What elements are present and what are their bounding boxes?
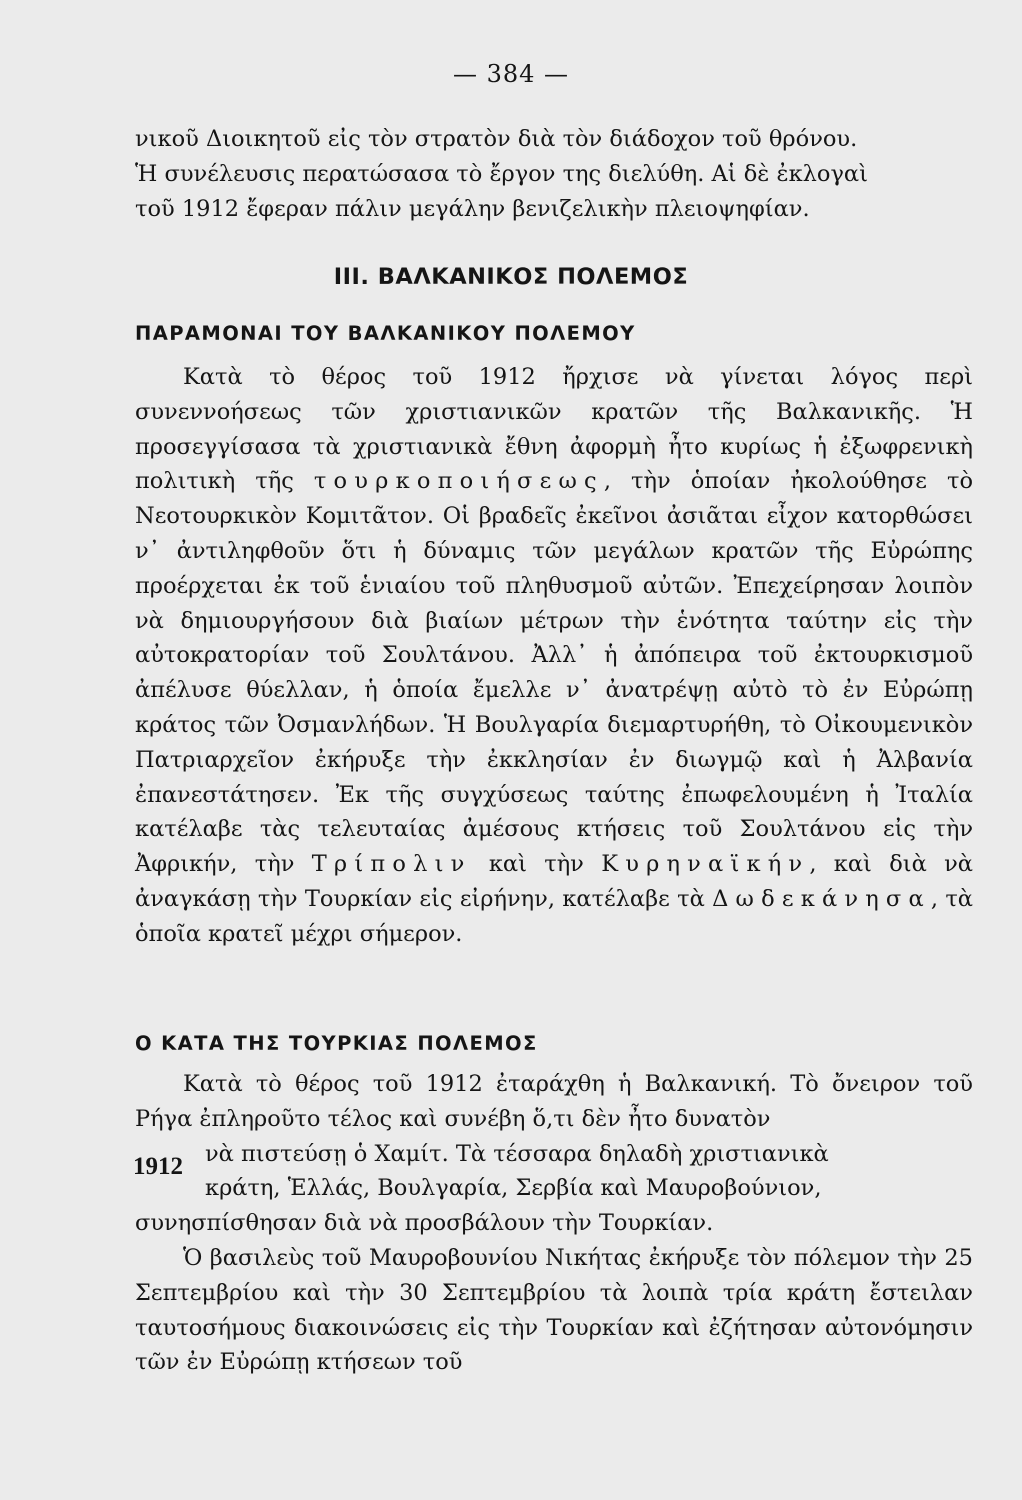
section-1-heading: ΠΑΡΑΜΟΝΑΙ ΤΟΥ ΒΑΛΚΑΝΙΚΟΥ ΠΟΛΕΜΟΥ: [135, 322, 636, 345]
text-run: , καὶ διὰ νὰ ἀναγκάσῃ τὴν Τουρκίαν εἰς εἰρήνην, κατέλαβε τὰ: [135, 851, 973, 912]
spaced-term: Κυρηναϊκήν: [601, 851, 810, 878]
section-2-inset-line-2: κράτη, Ἑλλάς, Βουλγαρία, Σερβία καὶ Μαυροβούνιον,: [205, 1175, 822, 1202]
intro-paragraph: [135, 122, 973, 226]
text-run: , τὴν ὁποίαν ἠκολούθησε τὸ Νεοτουρκικὸν Κομιτᾶτον. Οἱ βραδεῖς ἐκεῖνοι ἀσιᾶται εἶχον κατορθώσει ν᾽ ἀντιληφθοῦν ὅτι ἡ δύναμις τῶν μεγάλων κρατῶν τῆς Εὐρώπης προέρχεται ἐκ τοῦ ἑνιαίου τοῦ πληθυσμοῦ αὐτῶν. Ἐπεχείρησαν λοιπὸν νὰ δημιουργήσουν διὰ βιαίων μέτρων τὴν ἑνότητα ταύτην εἰς τὴν αὐτοκρατορίαν τοῦ Σουλτάνου. Ἀλλ᾽ ἡ ἀπόπειρα τοῦ ἐκτουρκισμοῦ ἀπέλυσε θύελλαν, ἡ ὁποία ἔμελλε ν᾽ ἀνατρέψῃ αὐτὸ τὸ ἐν Εὐρώπῃ κράτος τῶν Ὀσμανλήδων. Ἡ Βουλγαρία διεμαρτυρήθη, τὸ Οἰκουμενικὸν Πατριαρχεῖον ἐκήρυξε τὴν ἐκκλησίαν ἐν διωγμῷ καὶ ἡ Ἀλβανία ἐπανεστάτησεν. Ἐκ τῆς συγχύσεως ταύτης ἐπωφελουμένη ἡ Ἰταλία κατέλαβε τὰς τελευταίας ἀμέσους κτήσεις τοῦ Σουλτάνου εἰς τὴν Ἀφρικήν, τὴν: [135, 468, 973, 878]
section-2-paragraph-1-end: συνησπίσθησαν διὰ νὰ προσβάλουν τὴν Τουρκίαν.: [135, 1210, 714, 1237]
page-number: — 384 —: [452, 60, 570, 88]
section-2-paragraph-1-top: Κατὰ τὸ θέρος τοῦ 1912 ἐταράχθη ἡ Βαλκανική. Τὸ ὄνειρον τοῦ Ρήγα ἐπληροῦτο τέλος καὶ συνέβη ὅ,τι δὲν ἦτο δυνατὸν: [135, 1071, 973, 1132]
chapter-heading: III. ΒΑΛΚΑΝΙΚΟΣ ΠΟΛΕΜΟΣ: [333, 264, 689, 290]
text-run: , τὰ ὁποῖα κρατεῖ μέχρι σήμερον.: [135, 885, 973, 947]
section-1-body: [135, 360, 973, 952]
spaced-term: Τρίπολιν: [311, 851, 472, 878]
text-run: καὶ τὴν: [471, 851, 602, 878]
spaced-term: τουρκοποιήσεως: [313, 468, 604, 495]
intro-line-1: νικοῦ Διοικητοῦ εἰς τὸν στρατὸν διὰ τὸν διάδοχον τοῦ θρόνου.: [135, 126, 858, 152]
margin-year-note: 1912: [133, 1153, 183, 1180]
intro-line-3: τοῦ 1912 ἔφεραν πάλιν μεγάλην βενιζελικὴν πλειοψηφίαν.: [135, 195, 810, 222]
section-1-paragraph: [135, 360, 973, 952]
section-2-paragraph-2: Ὁ βασιλεὺς τοῦ Μαυροβουνίου Νικήτας ἐκήρυξε τὸν πόλεμον τὴν 25 Σεπτεμβρίου καὶ τὴν 30 Σεπτεμβρίου τὰ λοιπὰ τρία κράτη ἔστειλαν ταυτοσήμους διακοινώσεις εἰς τὴν Τουρκίαν καὶ ἐζήτησαν αὐτονόμησιν τῶν ἐν Εὐρώπῃ κτήσεων τοῦ: [135, 1244, 973, 1376]
spaced-term: Δωδεκάνησα: [712, 885, 931, 912]
intro-line-2: Ἡ συνέλευσις περατώσασα τὸ ἔργον της διελύθη. Αἱ δὲ ἐκλογαὶ: [135, 160, 868, 187]
section-2: [135, 1032, 973, 1055]
section-2-heading: Ο ΚΑΤΑ ΤΗΣ ΤΟΥΡΚΙΑΣ ΠΟΛΕΜΟΣ: [135, 1032, 538, 1055]
text-run: Κατὰ τὸ θέρος τοῦ 1912 ἤρχισε νὰ γίνεται λόγος περὶ συνεννοήσεως τῶν χριστιανικῶν κρατῶν τῆς Βαλκανικῆς. Ἡ προσεγγίσασα τὰ χριστιανικὰ ἔθνη ἀφορμὴ ἦτο κυρίως ἡ ἐξωφρενικὴ πολιτικὴ τῆς: [135, 364, 973, 495]
section-2-inset-line-1: νὰ πιστεύσῃ ὁ Χαμίτ. Τὰ τέσσαρα δηλαδὴ χριστιανικὰ: [205, 1140, 829, 1167]
section-1: [135, 322, 973, 345]
section-2-body: [135, 1067, 973, 1380]
